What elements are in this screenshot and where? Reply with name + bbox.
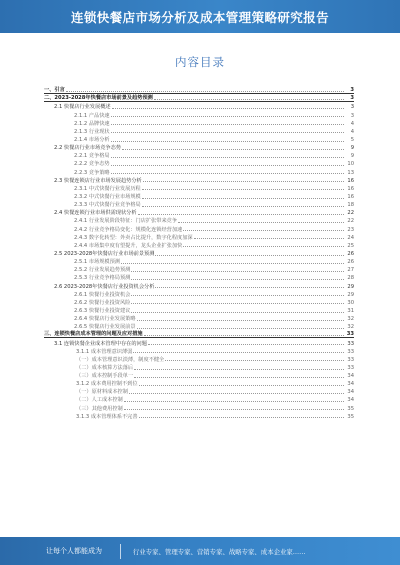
toc-entry[interactable] — [44, 143, 354, 151]
toc-entry-page: 16 — [347, 185, 354, 192]
toc-entry[interactable] — [44, 110, 354, 118]
toc-entry-label: 2.3 快餐连锁店行业市场发展趋势分析 — [54, 177, 142, 184]
toc-entry-label: （三）成本控制手段单一 — [76, 373, 134, 380]
toc-entry-label: 2.4.4 市场集中度有望提升，龙头企业扩张加快 — [74, 242, 183, 249]
toc-leader-dots — [165, 360, 344, 361]
toc-entry-label: 3.1.1 成本管理意识薄弱 — [76, 348, 133, 355]
toc-entry-page: 34 — [347, 373, 354, 380]
footer-brand-text: 让每个人都能成为 — [46, 547, 102, 555]
toc-entry[interactable] — [44, 241, 354, 249]
toc-entry[interactable] — [44, 273, 354, 281]
toc-leader-dots — [134, 377, 344, 378]
toc-entry-label: 3.1.2 成本费用控制不到位 — [76, 381, 138, 388]
toc-leader-dots — [111, 132, 344, 133]
toc-entry-page: 10 — [347, 161, 354, 168]
toc-entry-page: 4 — [350, 120, 354, 127]
toc-entry[interactable] — [44, 159, 354, 167]
toc-entry-label: 2.2 快餐店行业市场竞争态势 — [54, 145, 121, 152]
toc-entry-page: 13 — [347, 169, 354, 176]
toc-leader-dots — [134, 369, 344, 370]
toc-entry-page: 23 — [347, 226, 354, 233]
toc-entry[interactable] — [44, 176, 354, 184]
toc-entry-label: 2.6.2 快餐行业投资风险 — [74, 299, 131, 306]
toc-leader-dots — [111, 141, 344, 142]
toc-entry-label: 2.4.3 数字化转型：外卖占比提升，数字化程度加深 — [74, 234, 193, 241]
toc-entry[interactable] — [44, 200, 354, 208]
toc-leader-dots — [139, 417, 344, 418]
toc-entry-label: 2.1.4 市场分析 — [74, 136, 110, 143]
toc-entry[interactable] — [44, 135, 354, 143]
toc-entry[interactable] — [44, 387, 354, 395]
toc-leader-dots — [124, 401, 344, 402]
toc-leader-dots — [137, 320, 344, 321]
toc-entry-label: （二）人工成本控制 — [76, 397, 123, 404]
toc-entry-page: 32 — [347, 316, 354, 323]
toc-entry-label: （一）原材料成本控制 — [76, 389, 128, 396]
toc-entry-label: 二、2023-2028年快餐店市场前景及趋势预测 — [44, 95, 153, 102]
toc-entry-label: 2.6.1 快餐行业投资机会 — [74, 291, 131, 298]
toc-leader-dots — [144, 335, 344, 336]
toc-entry-page: 16 — [347, 193, 354, 200]
toc-leader-dots — [111, 165, 344, 166]
toc-entry[interactable] — [44, 249, 354, 257]
toc-entry[interactable] — [44, 306, 354, 314]
toc-leader-dots — [131, 271, 344, 272]
toc-entry[interactable] — [44, 322, 354, 330]
toc-leader-dots — [111, 124, 344, 125]
toc-leader-dots — [142, 198, 344, 199]
footer-slogan: 行业专家、管理专家、营销专家、战略专家、成本企业家…… — [133, 547, 306, 556]
toc-entry[interactable] — [44, 355, 354, 363]
toc-entry[interactable] — [44, 119, 354, 127]
toc-leader-dots — [139, 385, 344, 386]
toc-entry-page: 9 — [350, 145, 354, 152]
toc-entry-label: 2.6.5 快餐店行业发展前景 — [74, 324, 136, 331]
toc-leader-dots — [131, 312, 344, 313]
toc-entry-page: 31 — [347, 307, 354, 314]
toc-entry-page: 4 — [350, 128, 354, 135]
toc-entry-label: 2.2.3 竞争策略 — [74, 169, 110, 176]
toc-entry-page: 22 — [347, 218, 354, 225]
toc-entry[interactable] — [44, 338, 354, 346]
toc-entry[interactable] — [44, 314, 354, 322]
toc-entry[interactable] — [44, 94, 354, 102]
toc-entry-page: 35 — [347, 405, 354, 412]
toc-entry-label: 3.1 连锁快餐企业成本管理中存在的问题 — [54, 340, 147, 347]
toc-entry-label: 2.4.2 行业竞争格局变化：规模化连锁经营加速 — [74, 226, 183, 233]
toc-entry-label: 2.4 快餐连锁行业市场供需现状分析 — [54, 210, 137, 217]
toc-entry[interactable] — [44, 208, 354, 216]
toc-entry[interactable] — [44, 265, 354, 273]
toc-entry-page: 33 — [347, 348, 354, 355]
toc-leader-dots — [143, 181, 344, 182]
toc-entry-page: 3 — [350, 87, 354, 94]
toc-entry[interactable] — [44, 403, 354, 411]
toc-entry-page: 22 — [347, 210, 354, 217]
toc-entry[interactable] — [44, 257, 354, 265]
toc-entry-label: 2.2.2 竞争态势 — [74, 161, 110, 168]
toc-entry-label: （一）成本管理意识淡薄，制度不健全 — [76, 356, 165, 363]
toc-leader-dots — [131, 295, 344, 296]
toc-leader-dots — [112, 108, 344, 109]
toc-leader-dots — [142, 206, 344, 207]
footer-banner — [0, 537, 400, 565]
toc-entry[interactable] — [44, 216, 354, 224]
toc-entry[interactable] — [44, 298, 354, 306]
toc-entry-page: 27 — [347, 267, 354, 274]
toc-leader-dots — [131, 279, 344, 280]
toc-entry-page: 34 — [347, 381, 354, 388]
toc-entry-page: 32 — [347, 324, 354, 331]
toc-entry[interactable] — [44, 233, 354, 241]
toc-entry[interactable] — [44, 363, 354, 371]
toc-entry-page: 26 — [347, 259, 354, 266]
toc-entry-page: 30 — [347, 299, 354, 306]
toc-entry[interactable] — [44, 281, 354, 289]
toc-entry-label: 3.1.3 成本管理体系不完善 — [76, 413, 138, 420]
toc-leader-dots — [148, 344, 344, 345]
toc-leader-dots — [121, 263, 344, 264]
footer-divider — [120, 544, 121, 559]
toc-leader-dots — [138, 214, 344, 215]
toc-leader-dots — [154, 99, 344, 100]
toc-entry-label: 2.5 2023-2028年快餐店行业市场前景预测 — [54, 250, 155, 257]
toc-entry-label: 2.5.2 行业发展趋势预测 — [74, 267, 131, 274]
toc-leader-dots — [183, 230, 344, 231]
toc-entry[interactable] — [44, 184, 354, 192]
toc-entry-label: 2.3.1 中式快餐行业发展历程 — [74, 185, 141, 192]
toc-entry[interactable] — [44, 86, 354, 94]
toc-entry-page: 33 — [347, 340, 354, 347]
toc-leader-dots — [122, 149, 344, 150]
toc-entry-page: 29 — [347, 291, 354, 298]
toc-leader-dots — [155, 255, 344, 256]
toc-entry-page: 18 — [347, 202, 354, 209]
toc-entry[interactable] — [44, 192, 354, 200]
toc-entry-page: 34 — [347, 397, 354, 404]
toc-entry-label: 2.3.3 中式快餐行业竞争格局 — [74, 202, 141, 209]
toc-entry-page: 3 — [350, 112, 354, 119]
toc-entry-label: 2.1.2 品牌快速 — [74, 120, 110, 127]
toc-entry-page: 33 — [347, 356, 354, 363]
toc-entry[interactable] — [44, 371, 354, 379]
toc-entry-label: 2.6.3 快餐行业投资建议 — [74, 307, 131, 314]
toc-entry-label: 2.2.1 竞争格局 — [74, 153, 110, 160]
toc-entry[interactable] — [44, 102, 354, 110]
toc-entry-label: 三、连锁快餐店成本管理的问题及应对措施 — [44, 331, 143, 338]
toc-leader-dots — [137, 328, 344, 329]
toc-entry-page: 26 — [347, 250, 354, 257]
toc-entry[interactable] — [44, 127, 354, 135]
toc-entry-label: 2.1.3 行业现状 — [74, 128, 110, 135]
toc-entry-label: 2.4.1 行业发展阶段特征：门店扩张带来竞争 — [74, 218, 178, 225]
toc-leader-dots — [129, 393, 344, 394]
toc-entry-label: 一、引言 — [44, 87, 65, 94]
toc-leader-dots — [111, 173, 344, 174]
toc-entry-label: 2.1 快餐店行业发展概述 — [54, 104, 111, 111]
toc-entry-page: 33 — [346, 331, 354, 338]
toc-entry[interactable] — [44, 347, 354, 355]
toc-entry-page: 24 — [347, 234, 354, 241]
toc-entry-page: 3 — [350, 95, 354, 102]
toc-entry-page: 28 — [347, 275, 354, 282]
toc-entry[interactable] — [44, 167, 354, 175]
report-title: 连锁快餐店市场分析及成本管理策略研究报告 — [70, 9, 329, 25]
toc-entry-page: 35 — [347, 413, 354, 420]
toc-leader-dots — [194, 238, 344, 239]
toc-entry[interactable] — [44, 379, 354, 387]
toc-entry[interactable] — [44, 330, 354, 338]
table-of-contents — [44, 86, 354, 526]
toc-leader-dots — [66, 91, 344, 92]
toc-leader-dots — [155, 287, 344, 288]
toc-entry-label: （三）其他费用控制 — [76, 405, 123, 412]
toc-entry-label: 2.1.1 产品快速 — [74, 112, 110, 119]
toc-entry[interactable] — [44, 290, 354, 298]
toc-entry-label: （二）成本核算方法落后 — [76, 364, 134, 371]
toc-leader-dots — [133, 352, 344, 353]
toc-entry[interactable] — [44, 395, 354, 403]
toc-entry-label: 2.6.4 快餐店行业发展策略 — [74, 316, 136, 323]
toc-leader-dots — [183, 246, 344, 247]
toc-entry-page: 29 — [347, 283, 354, 290]
toc-entry[interactable] — [44, 151, 354, 159]
toc-entry-page: 25 — [347, 242, 354, 249]
toc-entry-page: 16 — [347, 177, 354, 184]
toc-leader-dots — [111, 116, 344, 117]
toc-entry-label: 2.6 2023-2028年快餐店行业投资机会分析 — [54, 283, 155, 290]
toc-entry-page: 9 — [350, 153, 354, 160]
toc-entry[interactable] — [44, 412, 354, 420]
header-banner — [0, 0, 400, 33]
toc-entry[interactable] — [44, 224, 354, 232]
toc-leader-dots — [178, 222, 344, 223]
toc-entry-page: 33 — [347, 364, 354, 371]
toc-leader-dots — [131, 303, 344, 304]
toc-entry-page: 3 — [350, 104, 354, 111]
toc-leader-dots — [124, 409, 344, 410]
toc-entry-label: 2.5.3 行业竞争格局预测 — [74, 275, 131, 282]
toc-heading: 内容目录 — [175, 55, 225, 69]
toc-entry-label: 2.5.1 市场规模预测 — [74, 259, 120, 266]
toc-entry-page: 34 — [347, 389, 354, 396]
toc-leader-dots — [111, 157, 344, 158]
toc-entry-page: 5 — [350, 136, 354, 143]
toc-leader-dots — [142, 189, 344, 190]
toc-entry-label: 2.3.2 中式快餐行业市场规模 — [74, 193, 141, 200]
